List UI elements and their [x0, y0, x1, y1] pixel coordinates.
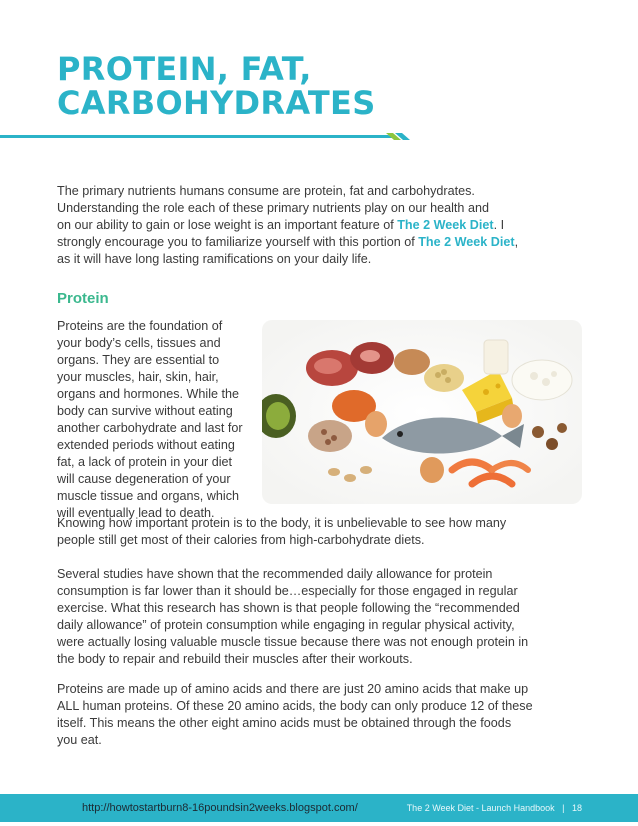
protein-line: Proteins are the foundation of — [57, 319, 223, 333]
body-line: Several studies have shown that the recommended daily allowance for protein — [57, 567, 493, 581]
intro-text: , — [514, 235, 519, 249]
body-line: Proteins are made up of amino acids and there are just 20 amino acids that make up — [57, 682, 529, 696]
protein-foods-photo — [262, 320, 582, 504]
body-line: itself. This means the other eight amino acids must be obtained through the foods — [57, 716, 512, 730]
title-underline-decoration — [0, 128, 410, 144]
intro-line — [57, 217, 518, 234]
footer-separator: | — [562, 803, 565, 813]
protein-line: your body’s cells, tissues and — [57, 336, 221, 350]
page-title-line-1: PROTEIN, FAT, — [57, 50, 312, 88]
protein-line: will eventually lead to death. — [57, 506, 215, 520]
page-number: 18 — [571, 803, 582, 813]
protein-line: another carbohydrate and last for — [57, 421, 243, 435]
intro-paragraph — [57, 183, 518, 268]
intro-text: strongly encourage you to familiarize yourself with this portion of — [57, 235, 419, 249]
intro-text: on our ability to gain or lose weight is an important feature of — [57, 218, 398, 232]
protein-line: body can survive without eating — [57, 404, 233, 418]
intro-text: . I — [493, 218, 505, 232]
body-line: people still get most of their calories from high-carbohydrate diets. — [57, 533, 425, 547]
body-line: daily allowance” of protein consumption while engaging in regular physical activity, — [57, 618, 515, 632]
protein-heading: Protein — [57, 290, 109, 307]
intro-line: The primary nutrients humans consume are protein, fat and carbohydrates. — [57, 184, 475, 198]
protein-line: will cause degeneration of your — [57, 472, 231, 486]
body-line: consumption is far lower than it should be…especially for those engaged in regular — [57, 584, 518, 598]
body-line: the body to repair and rebuild their muscles after their workouts. — [57, 652, 413, 666]
brand-name: The 2 Week Diet — [418, 235, 515, 249]
amino-acids-paragraph — [57, 681, 533, 749]
studies-paragraph — [57, 566, 528, 668]
intro-line: as it will have long lasting ramifications on your daily life. — [57, 252, 372, 266]
page-title — [57, 52, 376, 120]
body-line: were actually losing valuable muscle tissue because there was not enough protein in — [57, 635, 529, 649]
page-title-line-2: CARBOHYDRATES — [57, 84, 376, 122]
protein-line: extended periods without eating — [57, 438, 235, 452]
body-line: exercise. What this research has shown is that people following the “recommended — [57, 601, 520, 615]
brand-name: The 2 Week Diet — [397, 218, 494, 232]
protein-line: your muscles, hair, skin, hair, — [57, 370, 219, 384]
handbook-title: The 2 Week Diet - Launch Handbook — [406, 803, 555, 813]
protein-line: muscle tissue and organs, which — [57, 489, 240, 503]
body-line: you eat. — [57, 733, 102, 747]
protein-paragraph — [57, 318, 243, 522]
importance-paragraph — [57, 515, 506, 549]
intro-line: Understanding the role each of these primary nutrients play on our health and — [57, 201, 489, 215]
protein-line: organs and hormones. While the — [57, 387, 240, 401]
protein-line: organs. They are essential to — [57, 353, 220, 367]
footer-page-info — [407, 803, 582, 813]
protein-line: fat, a lack of protein in your diet — [57, 455, 233, 469]
body-line: ALL human proteins. Of these 20 amino acids, the body can only produce 12 of these — [57, 699, 533, 713]
body-line: Knowing how important protein is to the body, it is unbelievable to see how many — [57, 516, 507, 530]
intro-line — [57, 234, 518, 251]
footer-url-link[interactable]: http://howtostartburn8-16poundsin2weeks.blogspot.com/ — [82, 802, 358, 814]
